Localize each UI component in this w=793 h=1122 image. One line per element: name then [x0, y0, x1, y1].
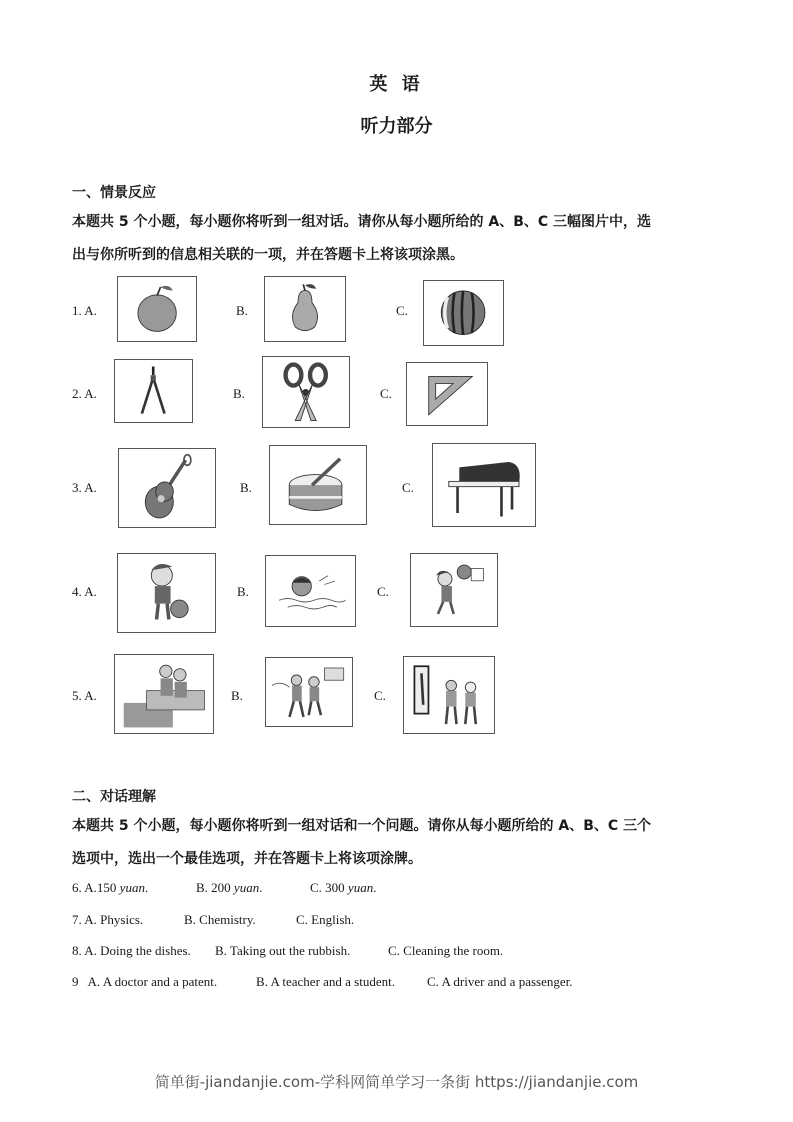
option-c[interactable]: C. Cleaning the room.: [388, 943, 504, 958]
q4-a-label: 4. A.: [72, 584, 97, 599]
option-b[interactable]: B. 200 yuan.: [196, 880, 263, 895]
q1-c-label: C.: [396, 303, 408, 318]
option-c[interactable]: C. English.: [296, 912, 355, 927]
q8-options: [72, 943, 503, 959]
q4-b-label: B.: [237, 584, 249, 599]
set-square-icon[interactable]: [406, 362, 488, 426]
q3-b-label: B.: [240, 480, 252, 495]
people-sofa-icon[interactable]: [114, 654, 214, 734]
option-a[interactable]: 6. A.150 yuan.: [72, 880, 149, 895]
q7-options: [72, 912, 354, 928]
boys-outdoors-icon[interactable]: [265, 657, 353, 727]
q3-c-label: C.: [402, 480, 414, 495]
q5-b-label: B.: [231, 688, 243, 703]
compass-icon[interactable]: [114, 359, 193, 423]
instruction-line: 出与你所听到的信息相关联的一项，并在答题卡上将该项涂黑。: [72, 247, 464, 263]
q9-options: [72, 974, 573, 990]
option-b[interactable]: B. A teacher and a student.: [256, 974, 395, 989]
option-b[interactable]: B. Chemistry.: [184, 912, 256, 927]
part-title: 听力部分: [360, 116, 433, 137]
watermelon-icon[interactable]: [423, 280, 504, 346]
apple-icon[interactable]: [117, 276, 197, 342]
option-b[interactable]: B. Taking out the rubbish.: [215, 943, 351, 958]
boys-picture-icon[interactable]: [403, 656, 495, 734]
q1-b-label: B.: [236, 303, 248, 318]
q2-c-label: C.: [380, 386, 392, 401]
section1-instructions: [72, 206, 722, 272]
pear-icon[interactable]: [264, 276, 346, 342]
section2-instructions: [72, 810, 722, 876]
option-a[interactable]: 7. A. Physics.: [72, 912, 144, 927]
q6-options: [72, 880, 376, 896]
instruction-line: 本题共 5 个小题，每小题你将听到一组对话。请你从每小题所给的 A、B、C 三幅图片中，选: [72, 214, 652, 230]
q5-c-label: C.: [374, 688, 386, 703]
section1-heading: 一、情景反应: [72, 185, 156, 201]
q2-a-label: 2. A.: [72, 386, 97, 401]
q5-a-label: 5. A.: [72, 688, 97, 703]
girl-basketball-icon[interactable]: [410, 553, 498, 627]
option-c[interactable]: C. A driver and a passenger.: [427, 974, 573, 989]
guitar-icon[interactable]: [118, 448, 216, 528]
option-a[interactable]: 8. A. Doing the dishes.: [72, 943, 191, 958]
q4-c-label: C.: [377, 584, 389, 599]
drum-icon[interactable]: [269, 445, 367, 525]
q1-a-label: 1. A.: [72, 303, 97, 318]
swimming-icon[interactable]: [265, 555, 356, 627]
section2-heading: 二、对话理解: [72, 789, 156, 805]
scissors-icon[interactable]: [262, 356, 350, 428]
instruction-line: 本题共 5 个小题，每小题你将听到一组对话和一个问题。请你从每小题所给的 A、B、C 三个: [72, 818, 652, 834]
boy-football-icon[interactable]: [117, 553, 216, 633]
piano-icon[interactable]: [432, 443, 536, 527]
q3-a-label: 3. A.: [72, 480, 97, 495]
q2-b-label: B.: [233, 386, 245, 401]
instruction-line: 选项中，选出一个最佳选项，并在答题卡上将该项涂牌。: [72, 851, 422, 867]
watermark-footer: 简单街-jiandanjie.com-学科网简单学习一条街 https://jiandanjie.com: [154, 1073, 639, 1091]
option-c[interactable]: C. 300 yuan.: [310, 880, 377, 895]
option-a[interactable]: 9 A. A doctor and a patent.: [72, 974, 218, 989]
subject-title: 英 语: [369, 74, 424, 95]
